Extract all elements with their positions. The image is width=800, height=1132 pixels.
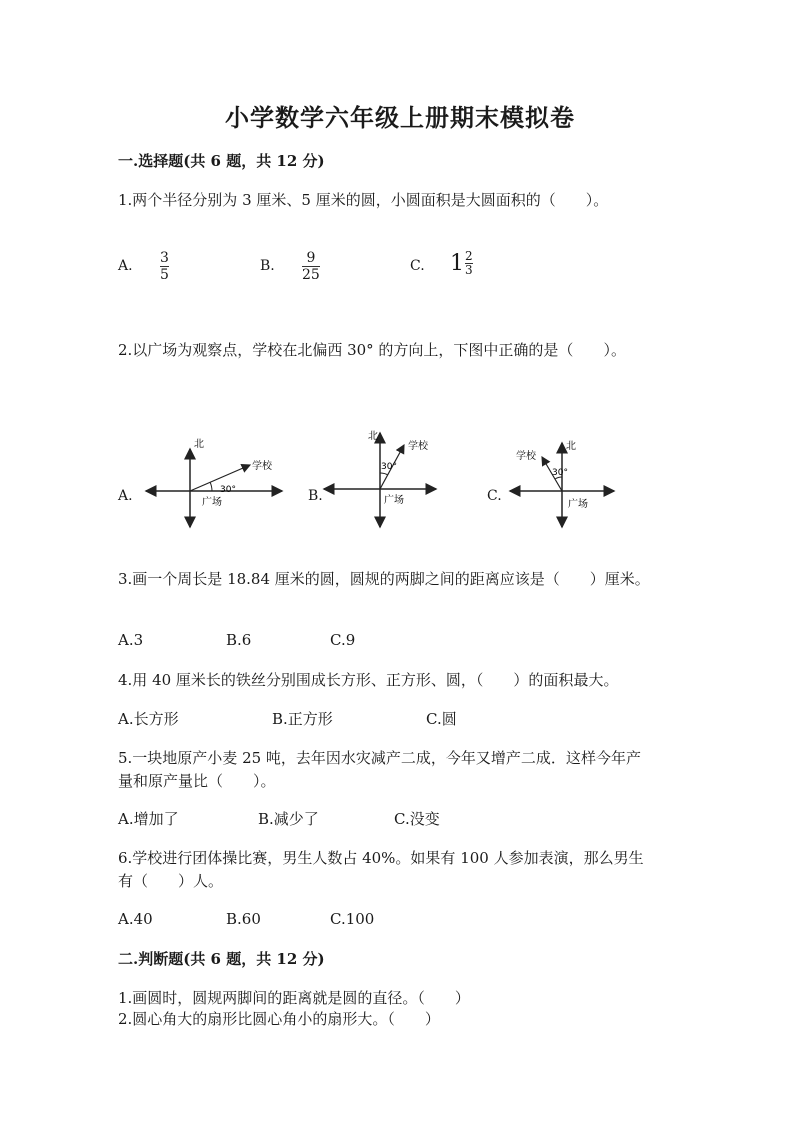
q2-option-c-label: C. xyxy=(487,488,502,504)
q1-option-a-label: A. xyxy=(118,258,133,274)
section-1-heading: 一.选择题(共 6 题，共 12 分) xyxy=(118,152,325,170)
question-5-line-2: 量和原产量比（ ）。 xyxy=(118,772,276,790)
q4-option-b: B.正方形 xyxy=(272,710,333,728)
page-title: 小学数学六年级上册期末模拟卷 xyxy=(225,103,575,132)
q2-option-b-label: B. xyxy=(308,488,323,504)
q2-diagram-a xyxy=(140,435,285,530)
north-label: 北 xyxy=(368,431,378,442)
angle-label: 30° xyxy=(381,462,397,472)
q1-option-a-fraction xyxy=(160,250,169,283)
question-3: 3.画一个周长是 18.84 厘米的圆，圆规的两脚之间的距离应该是（ ）厘米。 xyxy=(118,570,650,588)
q1-option-b-numerator: 9 xyxy=(306,250,316,266)
school-label: 学校 xyxy=(408,441,428,452)
question-2: 2.以广场为观察点，学校在北偏西 30° 的方向上，下图中正确的是（ ）。 xyxy=(118,341,626,359)
q3-option-b: B.6 xyxy=(226,631,252,649)
angle-arc xyxy=(380,473,388,475)
q1-option-c-numerator: 2 xyxy=(465,249,473,263)
school-label: 学校 xyxy=(516,451,536,462)
q1-option-c-whole: 1 xyxy=(450,251,464,276)
q5-option-c: C.没变 xyxy=(394,810,440,828)
q1-option-a-denominator: 5 xyxy=(160,267,169,283)
q3-option-a: A.3 xyxy=(118,631,144,649)
q1-option-c-mixed-number xyxy=(450,250,473,277)
question-6-line-1: 6.学校进行团体操比赛，男生人数占 40%。如果有 100 人参加表演，那么男生 xyxy=(118,849,644,867)
question-5-line-1: 5.一块地原产小麦 25 吨，去年因水灾减产二成，今年又增产二成．这样今年产 xyxy=(118,749,641,767)
north-label: 北 xyxy=(194,439,204,450)
judgement-question-2: 2.圆心角大的扇形比圆心角小的扇形大。（ ） xyxy=(118,1010,440,1028)
north-label: 北 xyxy=(566,441,576,452)
q1-option-c-denominator: 3 xyxy=(465,263,473,277)
q4-option-a: A.长方形 xyxy=(118,710,179,728)
q6-option-a: A.40 xyxy=(118,910,153,928)
q1-option-c-label: C. xyxy=(410,258,425,274)
q1-option-b-fraction xyxy=(302,250,320,283)
question-1: 1.两个半径分别为 3 厘米、5 厘米的圆，小圆面积是大圆面积的（ ）。 xyxy=(118,191,609,209)
q5-option-a: A.增加了 xyxy=(118,810,179,828)
q3-option-c: C.9 xyxy=(330,631,356,649)
q1-option-a-numerator: 3 xyxy=(160,250,169,266)
q2-option-a-label: A. xyxy=(118,488,133,504)
q6-option-c: C.100 xyxy=(330,910,375,928)
judgement-question-1: 1.画圆时，圆规两脚间的距离就是圆的直径。（ ） xyxy=(118,989,470,1007)
square-label: 广场 xyxy=(568,499,588,510)
q2-diagram-c xyxy=(508,435,618,530)
section-2-heading: 二.判断题(共 6 题，共 12 分) xyxy=(118,950,325,968)
q4-option-c: C.圆 xyxy=(426,710,457,728)
q5-option-b: B.减少了 xyxy=(258,810,319,828)
q1-option-b-label: B. xyxy=(260,258,275,274)
school-label: 学校 xyxy=(252,461,272,472)
question-4: 4.用 40 厘米长的铁丝分别围成长方形、正方形、圆，（ ）的面积最大。 xyxy=(118,671,619,689)
q1-option-b-denominator: 25 xyxy=(302,267,320,283)
q2-diagram-b xyxy=(322,425,440,530)
angle-arc xyxy=(210,482,212,491)
q6-option-b: B.60 xyxy=(226,910,261,928)
question-6-line-2: 有（ ）人。 xyxy=(118,872,224,890)
square-label: 广场 xyxy=(202,497,222,508)
angle-label: 30° xyxy=(220,485,236,495)
angle-label: 30° xyxy=(552,468,568,478)
square-label: 广场 xyxy=(384,495,404,506)
